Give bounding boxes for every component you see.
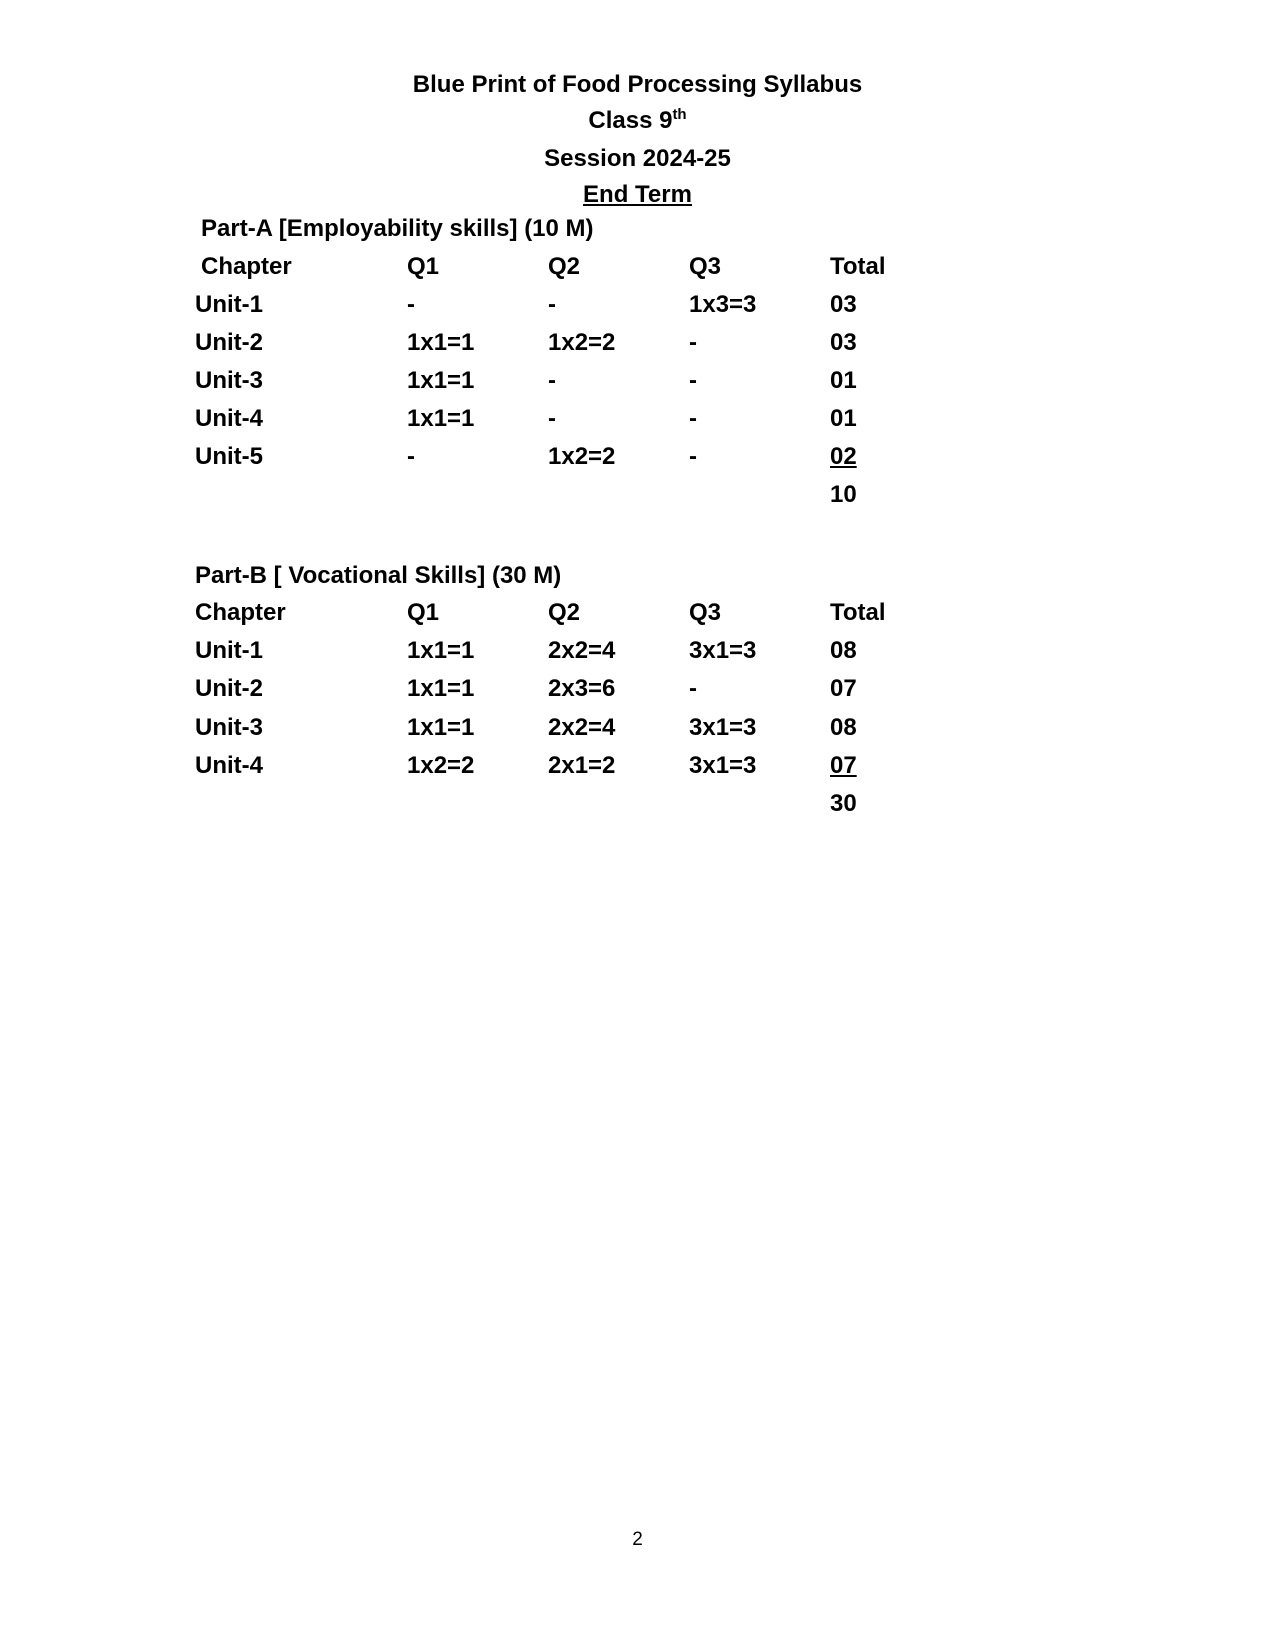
document-title: Blue Print of Food Processing Syllabus — [412, 71, 863, 98]
part-a-row3-q3: - — [689, 367, 697, 394]
part-b-row3-q2: 2x2=4 — [548, 714, 616, 741]
part-a-row2-q2: 1x2=2 — [548, 329, 616, 356]
part-a-row4-chapter: Unit-4 — [195, 405, 263, 432]
class-suffix: th — [672, 106, 687, 123]
part-a-row3-total: 01 — [830, 367, 857, 394]
page-number: 2 — [632, 1529, 643, 1550]
part-b-row2-chapter: Unit-2 — [195, 675, 263, 702]
part-a-col-q2: Q2 — [548, 253, 581, 280]
part-b-row1-q2: 2x2=4 — [548, 637, 616, 664]
part-b-row4-q3: 3x1=3 — [689, 752, 757, 779]
part-a-grand-total: 10 — [830, 481, 857, 508]
part-b-row1-total: 08 — [830, 637, 857, 664]
part-a-col-q3: Q3 — [689, 253, 722, 280]
part-b-row1-chapter: Unit-1 — [195, 637, 263, 664]
part-b-row3-chapter: Unit-3 — [195, 714, 263, 741]
part-b-row2-q3: - — [689, 675, 697, 702]
part-a-row1-chapter: Unit-1 — [195, 291, 263, 318]
part-a-row2-q1: 1x1=1 — [407, 329, 475, 356]
part-a-row5-q2: 1x2=2 — [548, 443, 616, 470]
part-a-row4-q2: - — [548, 405, 556, 432]
part-a-row4-total: 01 — [830, 405, 857, 432]
part-a-row1-q1: - — [407, 291, 415, 318]
part-b-col-q1: Q1 — [407, 599, 440, 626]
part-b-row4-total: 07 — [830, 752, 857, 779]
part-b-row4-chapter: Unit-4 — [195, 752, 263, 779]
part-b-grand-total: 30 — [830, 790, 857, 817]
part-a-row2-q3: - — [689, 329, 697, 356]
part-a-col-total: Total — [830, 253, 886, 280]
part-a-row3-q1: 1x1=1 — [407, 367, 475, 394]
part-b-col-chapter: Chapter — [195, 599, 286, 626]
part-a-row4-q3: - — [689, 405, 697, 432]
part-b-row4-q2: 2x1=2 — [548, 752, 616, 779]
part-a-heading: Part-A [Employability skills] (10 M) — [201, 215, 594, 242]
part-a-row2-chapter: Unit-2 — [195, 329, 263, 356]
part-a-row4-q1: 1x1=1 — [407, 405, 475, 432]
part-a-col-chapter: Chapter — [201, 253, 292, 280]
part-a-row5-chapter: Unit-5 — [195, 443, 263, 470]
part-a-row5-q3: - — [689, 443, 697, 470]
part-a-row2-total: 03 — [830, 329, 857, 356]
part-b-row1-q1: 1x1=1 — [407, 637, 475, 664]
part-b-row3-total: 08 — [830, 714, 857, 741]
part-b-col-total: Total — [830, 599, 886, 626]
part-a-row3-chapter: Unit-3 — [195, 367, 263, 394]
part-a-row1-total: 03 — [830, 291, 857, 318]
part-a-col-q1: Q1 — [407, 253, 440, 280]
part-b-col-q3: Q3 — [689, 599, 722, 626]
part-a-row5-q1: - — [407, 443, 415, 470]
term-line: End Term — [583, 181, 692, 208]
part-b-row2-q2: 2x3=6 — [548, 675, 616, 702]
part-b-row3-q3: 3x1=3 — [689, 714, 757, 741]
part-a-row1-q2: - — [548, 291, 556, 318]
part-b-col-q2: Q2 — [548, 599, 581, 626]
class-line — [0, 106, 1275, 136]
class-label: Class 9 — [588, 107, 673, 134]
part-b-heading: Part-B [ Vocational Skills] (30 M) — [195, 562, 562, 589]
part-a-row5-total: 02 — [830, 443, 857, 470]
session-line: Session 2024-25 — [544, 145, 731, 172]
part-a-row3-q2: - — [548, 367, 556, 394]
part-b-row2-q1: 1x1=1 — [407, 675, 475, 702]
part-b-row4-q1: 1x2=2 — [407, 752, 475, 779]
part-b-row1-q3: 3x1=3 — [689, 637, 757, 664]
part-a-row1-q3: 1x3=3 — [689, 291, 757, 318]
part-b-row3-q1: 1x1=1 — [407, 714, 475, 741]
part-b-row2-total: 07 — [830, 675, 857, 702]
